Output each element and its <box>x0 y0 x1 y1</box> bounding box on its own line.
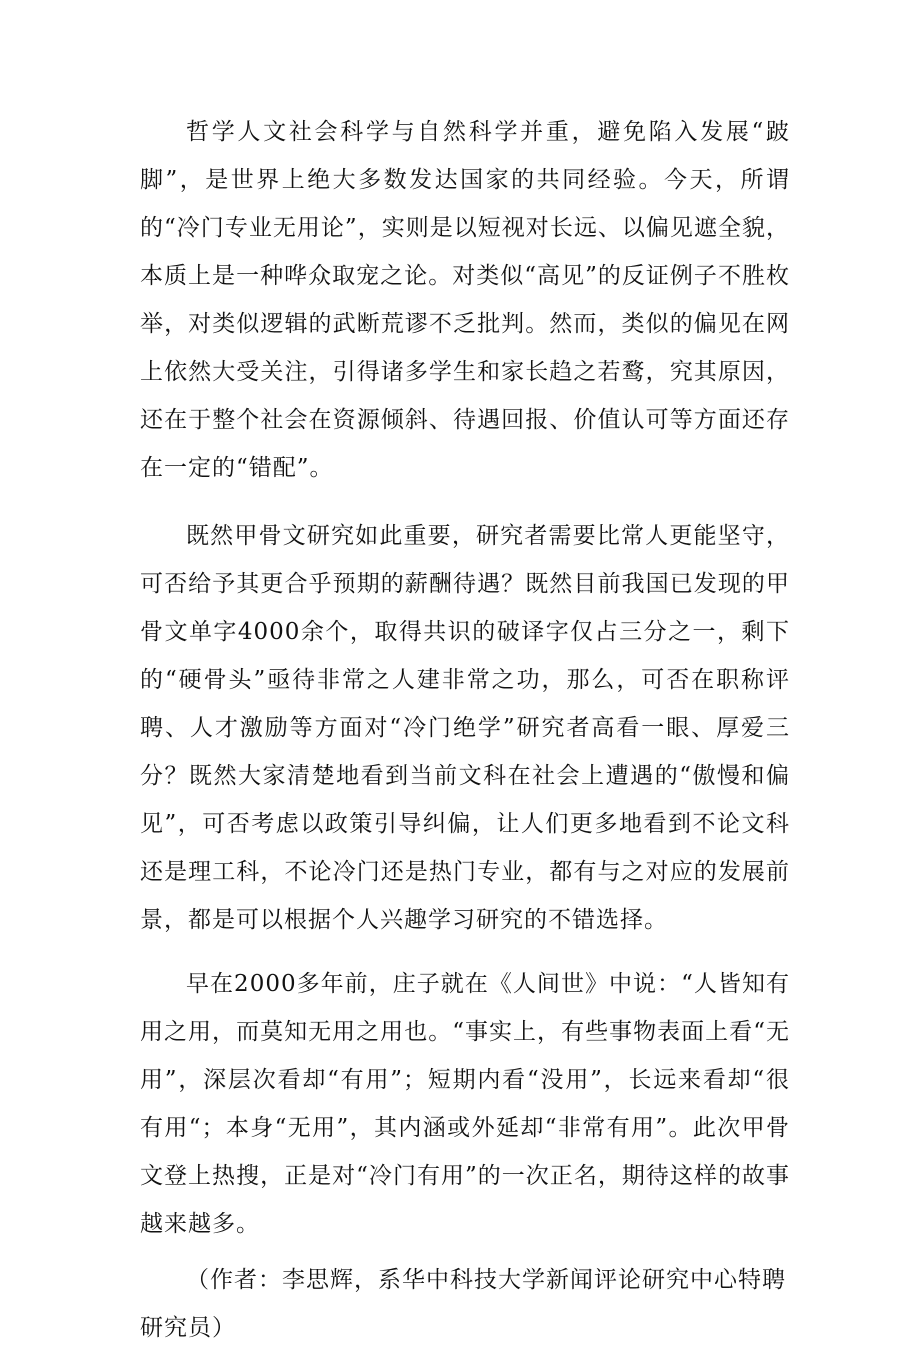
paragraph-2: 既然甲骨文研究如此重要，研究者需要比常人更能坚守，可否给予其更合乎预期的薪酬待遇？既然目前我国已发现的甲骨文单字4000余个，取得共识的破译字仅占三分之一，剩下的“硬骨头”亟待非常之人建非常之功，那么，可否在职称评聘、人才激励等方面对“冷门绝学”研究者高看一眼、厚爱三分？既然大家清楚地看到当前文科在社会上遭遇的“傲慢和偏见”，可否考虑以政策引导纠偏，让人们更多地看到不论文科还是理工科，不论冷门还是热门专业，都有与之对应的发展前景，都是可以根据个人兴趣学习研究的不错选择。 <box>140 523 790 933</box>
author-note: （作者：李思辉，系华中科技大学新闻评论研究中心特聘研究员） <box>140 1267 786 1341</box>
paragraph-1: 哲学人文社会科学与自然科学并重，避免陷入发展“跛脚”，是世界上绝大多数发达国家的共同经验。今天，所谓的“冷门专业无用论”，实则是以短视对长远、以偏见遮全貌，本质上是一种哗众取宠之论。对类似“高见”的反证例子不胜枚举，对类似逻辑的武断荒谬不乏批判。然而，类似的偏见在网上依然大受关注，引得诸多学生和家长趋之若鹜，究其原因，还在于整个社会在资源倾斜、待遇回报、价值认可等方面还存在一定的“错配”。 <box>140 119 790 481</box>
paragraph-3: 早在2000多年前，庄子就在《人间世》中说：“人皆知有用之用，而莫知无用之用也。“事实上，有些事物表面上看“无用”，深层次看却“有用”；短期内看“没用”，长远来看却“很有用“；本身“无用”，其内涵或外延却“非常有用”。此次甲骨文登上热搜，正是对“冷门有用”的一次正名，期待这样的故事越来越多。 <box>140 971 790 1237</box>
article-body <box>140 108 790 1352</box>
